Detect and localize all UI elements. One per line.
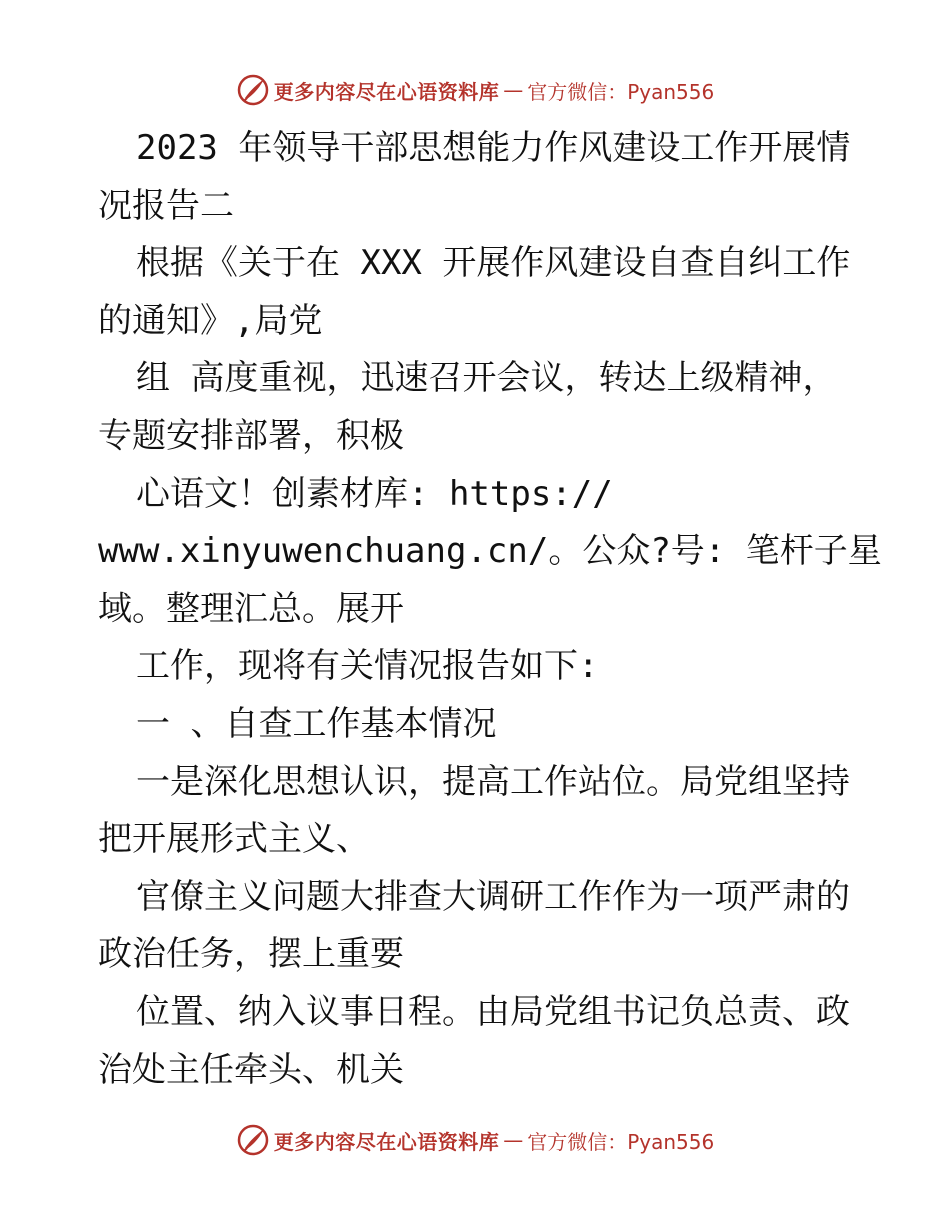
feather-pen-seal-icon (236, 73, 270, 107)
body-line: 工作，现将有关情况报告如下: (136, 646, 599, 687)
footer-banner-contact: 官方微信：Pyan556 (527, 1129, 715, 1154)
body-line: 的通知》,局党 (98, 300, 323, 341)
body-line: 2023 年领导干部思想能力作风建设工作开展情 (136, 128, 851, 168)
header-banner-contact: 官方微信：Pyan556 (527, 79, 715, 104)
body-line: 组 高度重视，迅速召开会议，转达上级精神， (136, 358, 837, 399)
section-heading: 一 、自查工作基本情况 (136, 703, 497, 744)
header-banner-separator: — (503, 78, 524, 102)
body-line: 位置、纳入议事日程。由局党组书记负总责、政 (136, 991, 850, 1032)
body-line: 根据《关于在 XXX 开展作风建设自查自纠工作 (136, 243, 851, 284)
footer-banner-text: 更多内容尽在心语资料库 (273, 1129, 500, 1154)
body-line: 域。整理汇总。展开 (98, 588, 404, 629)
body-line: www.xinyuwenchuang.cn/。公众?号: 笔杆子星 (98, 531, 882, 572)
document-body (98, 120, 882, 1099)
header-banner-text: 更多内容尽在心语资料库 (273, 79, 500, 104)
body-line: 把开展形式主义、 (98, 819, 370, 860)
body-line: 况报告二 (98, 185, 234, 226)
footer-banner-separator: — (503, 1128, 524, 1152)
body-line: 官僚主义问题大排查大调研工作作为一项严肃的 (136, 876, 850, 917)
body-line: 专题安排部署，积极 (98, 415, 404, 456)
body-line: 政治任务，摆上重要 (98, 934, 404, 975)
body-line: 心语文！创素材库: https:// (136, 473, 613, 514)
body-line: 一是深化思想认识，提高工作站位。局党组坚持 (136, 761, 850, 802)
footer-banner (0, 1120, 950, 1160)
feather-pen-seal-icon (236, 1123, 270, 1157)
body-line: 治处主任牵头、机关 (98, 1049, 404, 1090)
header-banner (0, 70, 950, 110)
